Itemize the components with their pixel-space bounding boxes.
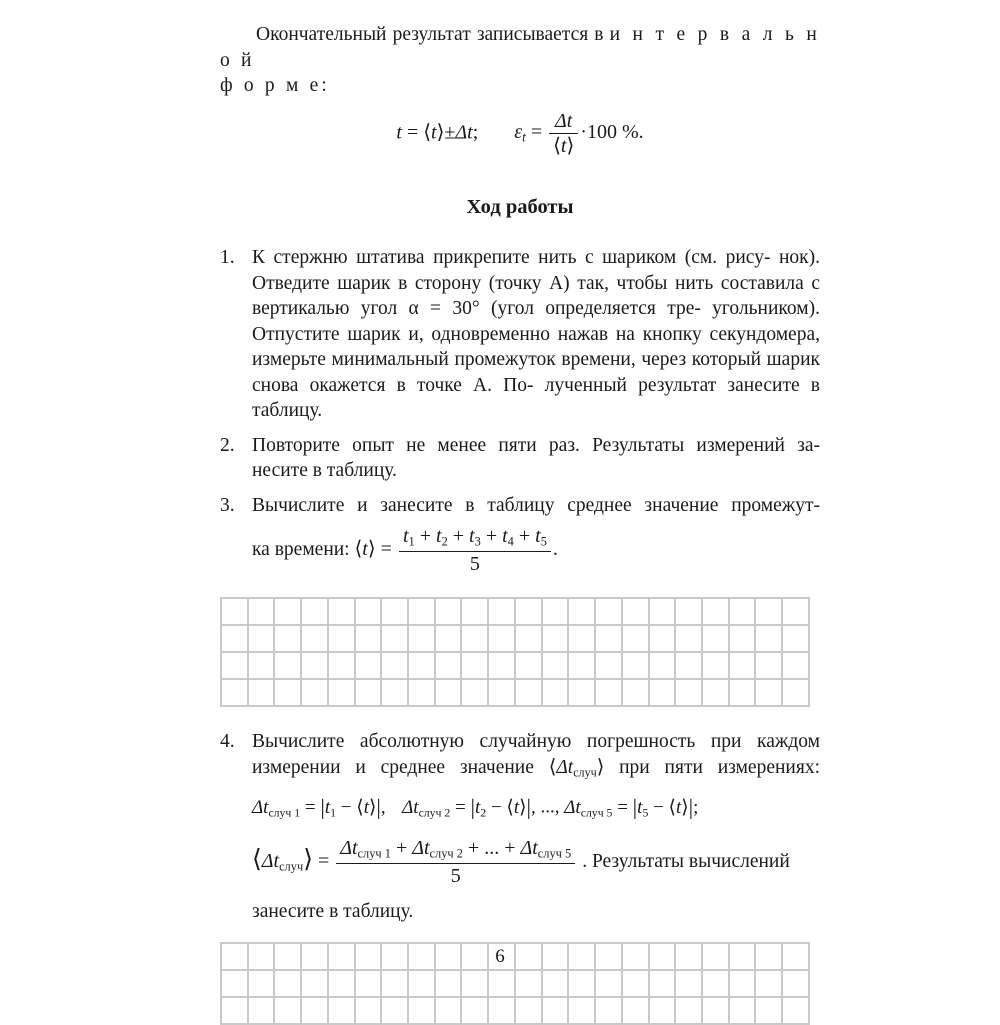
table-cell[interactable]: [221, 625, 248, 652]
table-cell[interactable]: [702, 625, 729, 652]
relative-error-formula: $\varepsilon_t$ = $\frac{\Delta t}{⟨t⟩}$ ·100 %.: [514, 109, 644, 157]
table-cell[interactable]: [595, 679, 622, 706]
random-error-term-2: $\Delta t_{случ 2} = |t_2$ − ⟨t⟩|,: [402, 794, 536, 820]
table-cell[interactable]: [729, 970, 756, 997]
procedure-list-continued: [220, 729, 820, 925]
table-cell[interactable]: [702, 652, 729, 679]
table-cell[interactable]: [221, 970, 248, 997]
table-row: [221, 598, 809, 625]
table-cell[interactable]: [328, 997, 355, 1024]
table-cell[interactable]: [328, 598, 355, 625]
table-cell[interactable]: [782, 970, 809, 997]
table-row: [221, 997, 809, 1024]
mean-random-error-symbol: $⟨\Delta t_{случ}⟩$: [548, 756, 605, 779]
table-cell[interactable]: [568, 679, 595, 706]
table-cell[interactable]: [702, 598, 729, 625]
table-cell[interactable]: [274, 997, 301, 1024]
table-cell[interactable]: [622, 679, 649, 706]
list-item: [220, 729, 820, 925]
table-cell[interactable]: [649, 997, 676, 1024]
table-cell[interactable]: [729, 625, 756, 652]
table-cell[interactable]: [515, 997, 542, 1024]
table-cell[interactable]: [515, 679, 542, 706]
table-cell[interactable]: [408, 679, 435, 706]
fraction-denominator: 5: [450, 864, 461, 887]
step4-line1: [252, 729, 820, 755]
table-cell[interactable]: [622, 970, 649, 997]
step4-line2: измерении и среднее значение $⟨\Delta t_{случ}⟩$ при пяти измерениях:: [252, 756, 820, 779]
table-cell[interactable]: [355, 997, 382, 1024]
table-cell[interactable]: [595, 625, 622, 652]
fraction-denominator: ⟨t⟩: [553, 134, 575, 157]
table-cell[interactable]: [408, 598, 435, 625]
table-cell[interactable]: [328, 652, 355, 679]
random-error-ellipsis: ...,: [540, 797, 565, 819]
table-cell[interactable]: [595, 598, 622, 625]
page-number: 6: [495, 946, 505, 967]
intro-text-spaced: и н т е р в а л ь н о й: [220, 24, 820, 71]
table-cell[interactable]: [755, 970, 782, 997]
table-cell[interactable]: [675, 970, 702, 997]
step3-formula-row: [252, 525, 820, 575]
fraction-numerator: $\Delta t_{случ 1} + \Delta t_{случ 2}$ + ... + $\Delta t_{случ 5}$: [336, 837, 575, 863]
table-row: [221, 652, 809, 679]
mean-random-error-fraction: [336, 837, 575, 887]
step1-line4: угольником). Отпустите шарик и, одновременно нажав на: [252, 298, 820, 345]
table-cell[interactable]: [595, 652, 622, 679]
fraction-numerator: Δt: [549, 110, 578, 134]
table-cell[interactable]: [568, 970, 595, 997]
table-cell[interactable]: [488, 598, 515, 625]
table-cell[interactable]: [542, 652, 569, 679]
list-item-number: 3.: [220, 494, 235, 516]
step2-line1: Повторите опыт не менее пяти раз. Результаты измерений за-: [252, 434, 820, 456]
table-cell[interactable]: [435, 598, 462, 625]
random-error-term-5: $\Delta t_{случ 5} = |t_5$ − ⟨t⟩|;: [564, 794, 699, 820]
table-cell[interactable]: [488, 679, 515, 706]
table-cell[interactable]: [568, 997, 595, 1024]
table-cell[interactable]: [568, 598, 595, 625]
table-cell[interactable]: [355, 625, 382, 652]
table-cell[interactable]: [461, 679, 488, 706]
table-cell[interactable]: [221, 598, 248, 625]
table-cell[interactable]: [435, 625, 462, 652]
step3-formula-lead: ка времени:: [252, 539, 350, 561]
list-item-body: [252, 493, 820, 575]
table-cell[interactable]: [782, 598, 809, 625]
table-cell[interactable]: [595, 997, 622, 1024]
table-cell[interactable]: [248, 679, 275, 706]
table-cell[interactable]: [755, 679, 782, 706]
mean-time-fraction: [399, 525, 551, 575]
table-cell[interactable]: [274, 598, 301, 625]
table-cell[interactable]: [515, 652, 542, 679]
step4-after-formula: . Результаты вычислений: [582, 851, 790, 873]
list-item: [220, 493, 820, 575]
table-cell[interactable]: [461, 598, 488, 625]
table-row: [221, 679, 809, 706]
table-row: [221, 625, 809, 652]
list-item-body: [252, 245, 820, 424]
table-cell[interactable]: [328, 970, 355, 997]
table-cell[interactable]: [274, 679, 301, 706]
table-cell[interactable]: [221, 997, 248, 1024]
fraction-numerator: $t_1 + t_2 + t_3 + t_4 + t_5$: [399, 525, 551, 551]
step4-closing-line: занесите в таблицу.: [252, 901, 414, 923]
table-cell[interactable]: [782, 652, 809, 679]
table-cell[interactable]: [435, 652, 462, 679]
table-cell[interactable]: [461, 997, 488, 1024]
table-cell[interactable]: [488, 997, 515, 1024]
table-cell[interactable]: [542, 679, 569, 706]
table-row: [221, 970, 809, 997]
table-cell[interactable]: [702, 997, 729, 1024]
table-cell[interactable]: [729, 598, 756, 625]
table-cell[interactable]: [355, 970, 382, 997]
table-cell[interactable]: [274, 625, 301, 652]
table-cell[interactable]: [649, 970, 676, 997]
table-cell[interactable]: [328, 625, 355, 652]
list-item-body: [252, 433, 820, 484]
table-cell[interactable]: [515, 970, 542, 997]
table-cell[interactable]: [675, 679, 702, 706]
list-item: [220, 245, 820, 424]
table-cell[interactable]: [248, 652, 275, 679]
page-content: [220, 22, 820, 1025]
table-cell[interactable]: [301, 679, 328, 706]
table-cell[interactable]: [755, 598, 782, 625]
table-cell[interactable]: [755, 652, 782, 679]
step3-line1: Вычислите и занесите в таблицу среднее значение промежут-: [252, 494, 820, 516]
intro-text-plain: Окончательный результат записывается в: [256, 24, 610, 45]
step1-line2: нок). Отведите шарик в сторону (точку A) так, чтобы нить: [252, 247, 821, 294]
table-cell[interactable]: [381, 652, 408, 679]
table-cell[interactable]: [381, 970, 408, 997]
table-cell[interactable]: [675, 997, 702, 1024]
table-cell[interactable]: [515, 598, 542, 625]
table-cell[interactable]: [702, 679, 729, 706]
step1-line7: лученный результат занесите в таблицу.: [252, 374, 820, 422]
table-cell[interactable]: [649, 598, 676, 625]
table-cell[interactable]: [381, 997, 408, 1024]
step1-line5: кнопку секундомера, измерьте минимальный промежуток: [252, 323, 820, 371]
table-cell[interactable]: [435, 679, 462, 706]
section-heading: Ход работы: [466, 196, 574, 219]
list-item-number: 1.: [220, 247, 235, 269]
table-cell[interactable]: [381, 679, 408, 706]
table-cell[interactable]: [622, 652, 649, 679]
table-cell[interactable]: [622, 625, 649, 652]
table-cell[interactable]: [542, 970, 569, 997]
mean-time-formula: ⟨t⟩ = $\frac{t_1 + t_2 + t_3 + t_4 + t_5}{5}$ .: [354, 525, 558, 575]
table-cell[interactable]: [782, 679, 809, 706]
interval-form-formula: [220, 110, 820, 158]
table-cell[interactable]: [461, 625, 488, 652]
table-cell[interactable]: [461, 970, 488, 997]
table-cell[interactable]: [542, 598, 569, 625]
list-item-body: [252, 729, 820, 925]
table-cell[interactable]: [301, 997, 328, 1024]
random-error-definitions: [252, 793, 820, 821]
table-cell[interactable]: [435, 997, 462, 1024]
intro-text-spaced-2: ф о р м е:: [220, 75, 331, 96]
table-cell[interactable]: [515, 625, 542, 652]
epsilon-fraction: [549, 110, 578, 158]
time-measurements-grid-wrapper: [220, 597, 820, 707]
table-cell[interactable]: [622, 997, 649, 1024]
time-measurements-grid[interactable]: [220, 597, 810, 707]
table-cell[interactable]: [488, 625, 515, 652]
table-cell[interactable]: [408, 997, 435, 1024]
table-cell[interactable]: [301, 625, 328, 652]
table-cell[interactable]: [248, 970, 275, 997]
table-cell[interactable]: [408, 970, 435, 997]
intro-paragraph: [220, 22, 820, 73]
intro-paragraph-line2: [220, 73, 820, 99]
table-cell[interactable]: [568, 625, 595, 652]
table-cell[interactable]: [221, 679, 248, 706]
table-cell[interactable]: [542, 997, 569, 1024]
table-cell[interactable]: [675, 652, 702, 679]
table-cell[interactable]: [435, 970, 462, 997]
list-item-number: 2.: [220, 434, 235, 456]
list-item: [220, 433, 820, 484]
table-cell[interactable]: [675, 625, 702, 652]
table-cell[interactable]: [248, 625, 275, 652]
table-cell[interactable]: [649, 679, 676, 706]
table-cell[interactable]: [328, 679, 355, 706]
table-cell[interactable]: [301, 970, 328, 997]
table-cell[interactable]: [355, 652, 382, 679]
random-error-term-1: $\Delta t_{случ 1} = |t_1$ − ⟨t⟩|,: [252, 794, 386, 820]
table-cell[interactable]: [274, 652, 301, 679]
mean-random-error-row: [252, 837, 820, 887]
table-cell[interactable]: [729, 652, 756, 679]
procedure-list: [220, 245, 820, 575]
list-item-number: 4.: [220, 731, 235, 753]
table-cell[interactable]: [408, 625, 435, 652]
table-cell[interactable]: [729, 679, 756, 706]
step2-line2: несите в таблицу.: [252, 460, 397, 482]
table-cell[interactable]: [595, 970, 622, 997]
table-cell[interactable]: [248, 598, 275, 625]
table-cell[interactable]: [755, 997, 782, 1024]
table-cell[interactable]: [488, 652, 515, 679]
table-cell[interactable]: [675, 598, 702, 625]
table-cell[interactable]: [301, 652, 328, 679]
table-cell[interactable]: [729, 997, 756, 1024]
table-cell[interactable]: [568, 652, 595, 679]
table-cell[interactable]: [488, 970, 515, 997]
table-cell[interactable]: [542, 625, 569, 652]
step1-line1: К стержню штатива прикрепите нить с шариком (см. рису-: [252, 247, 771, 269]
table-cell[interactable]: [649, 625, 676, 652]
step1-line3: составила с вертикалью угол α = 30° (угол определяется тре-: [252, 272, 821, 320]
table-cell[interactable]: [649, 652, 676, 679]
table-cell[interactable]: [221, 652, 248, 679]
mean-random-error-formula: $⟨\Delta t_{случ}⟩$ = $\frac{\Delta t_{случ 1} + \Delta t_{случ 2} + ... + \Delta t_{случ 5}}{5}$: [252, 850, 582, 872]
table-cell[interactable]: [755, 625, 782, 652]
formula-left-part: t = ⟨t⟩±Δt;: [396, 120, 479, 143]
table-cell[interactable]: [274, 970, 301, 997]
table-cell[interactable]: [381, 625, 408, 652]
step1-line6: времени, через который шарик снова окажется в точке A. По-: [252, 349, 820, 396]
table-cell[interactable]: [461, 652, 488, 679]
fraction-denominator: 5: [469, 552, 480, 575]
table-cell[interactable]: [622, 598, 649, 625]
table-cell[interactable]: [355, 598, 382, 625]
table-cell[interactable]: [782, 625, 809, 652]
step4-line1-text: Вычислите абсолютную случайную погрешность при каждом: [252, 731, 820, 753]
table-cell[interactable]: [702, 970, 729, 997]
table-cell[interactable]: [782, 997, 809, 1024]
table-cell[interactable]: [301, 598, 328, 625]
table-cell[interactable]: [355, 679, 382, 706]
table-cell[interactable]: [248, 997, 275, 1024]
table-cell[interactable]: [381, 598, 408, 625]
table-cell[interactable]: [408, 652, 435, 679]
